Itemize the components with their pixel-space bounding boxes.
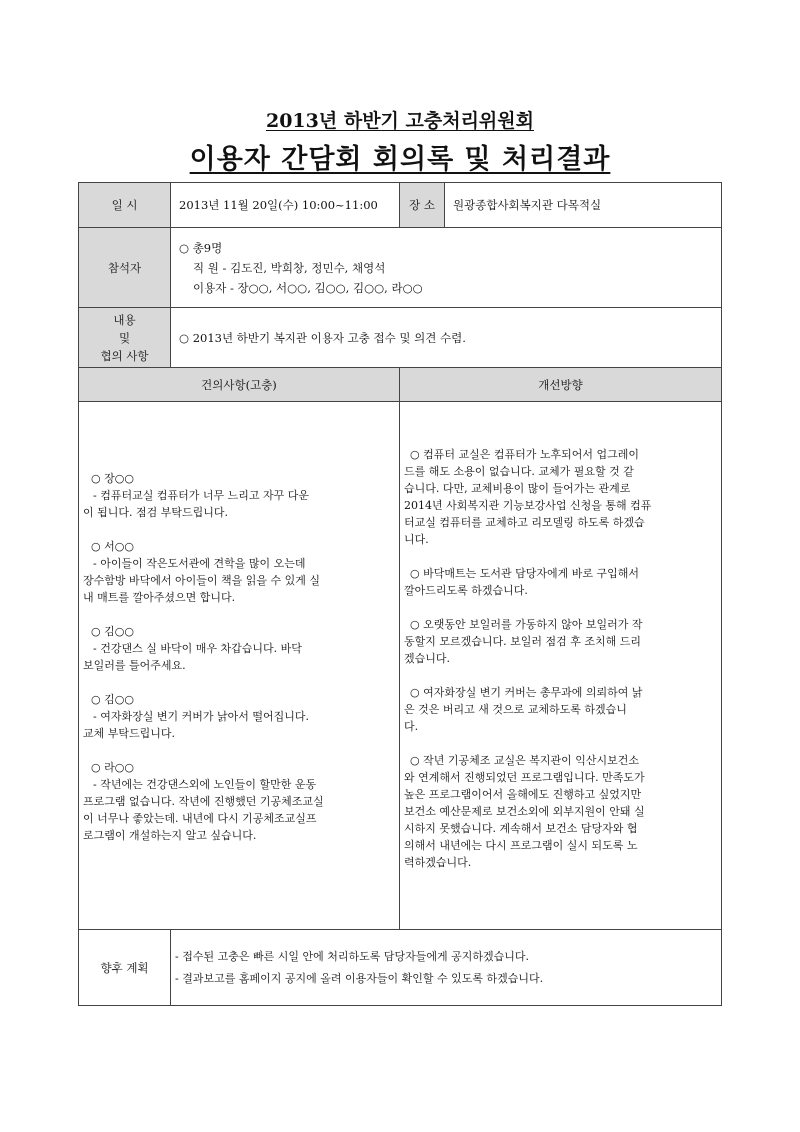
suggestion-line: 내 매트를 깔아주셨으면 합니다. xyxy=(83,591,236,604)
suggestion-item xyxy=(83,691,395,742)
suggestion-line: - 건강댄스 실 바닥이 매우 차갑습니다. 바닥 xyxy=(93,642,302,655)
future-row xyxy=(79,930,722,1006)
content-label: 내용 및 협의 사항 xyxy=(79,308,171,368)
improvement-line: 2014년 사회복지관 기능보강사업 신청을 통해 컴퓨 xyxy=(404,499,652,512)
improvement-item xyxy=(404,565,717,599)
suggestion-name: ○ 김○○ xyxy=(91,693,134,706)
suggestion-line: - 작년에는 건강댄스외에 노인들이 할만한 운동 xyxy=(93,778,317,791)
details-row xyxy=(79,402,722,930)
suggestion-line: 교체 부탁드립니다. xyxy=(83,727,176,740)
suggestion-line: - 여자화장실 변기 커버가 낡아서 떨어집니다. xyxy=(93,710,309,723)
improvement-item xyxy=(404,752,717,871)
improvement-line: 드를 해도 소용이 없습니다. 교체가 필요할 것 같 xyxy=(404,465,634,478)
improvement-line: 겠습니다. xyxy=(404,652,451,665)
improvement-line: 터교실 컴퓨터를 교체하고 리모델링 하도록 하겠습 xyxy=(404,516,645,529)
improvement-line: 습니다. 다만, 교체비용이 많이 들어가는 관계로 xyxy=(404,482,631,495)
suggestion-line: 이 됩니다. 점검 부탁드립니다. xyxy=(83,506,228,519)
attendees-staff: 직 원 - 김도진, 박희창, 정민수, 채영석 xyxy=(193,260,386,275)
improvement-line: 은 것은 버리고 새 것으로 교체하도록 하겠습니 xyxy=(404,703,627,716)
content-value: ○ 2013년 하반기 복지관 이용자 고충 접수 및 의견 수렴. xyxy=(171,308,722,368)
suggestion-line: 이 너무나 좋았는데. 내년에 다시 기공체조교실프 xyxy=(83,812,317,825)
improvements-list xyxy=(404,446,717,871)
date-label: 일 시 xyxy=(79,183,171,228)
suggestion-item xyxy=(83,538,395,606)
date-value: 2013년 11월 20일(수) 10:00~11:00 xyxy=(171,183,400,228)
future-line-2: - 결과보고를 홈페이지 공지에 올려 이용자들이 확인할 수 있도록 하겠습니다. xyxy=(175,971,544,985)
improvements-header: 개선방향 xyxy=(400,368,722,402)
minutes-table xyxy=(78,182,722,1006)
improvement-line: 높은 프로그램이어서 올해에도 진행하고 싶었지만 xyxy=(404,788,642,801)
improvement-line: 깔아드리도록 하겠습니다. xyxy=(404,584,528,597)
improvement-line: ○ 오랫동안 보일러를 가동하지 않아 보일러가 작 xyxy=(410,618,643,631)
suggestions-cell xyxy=(79,402,400,930)
suggestion-item xyxy=(83,623,395,674)
content-row xyxy=(79,308,722,368)
future-label: 향후 계획 xyxy=(79,930,171,1006)
suggestion-line: 장수함방 바닥에서 아이들이 책을 읽을 수 있게 실 xyxy=(83,574,320,587)
improvement-item xyxy=(404,616,717,667)
improvement-item xyxy=(404,684,717,735)
improvement-line: 력하겠습니다. xyxy=(404,856,472,869)
improvement-line: 의해서 내년에는 다시 프로그램이 실시 되도록 노 xyxy=(404,839,638,852)
future-value xyxy=(171,930,722,1006)
suggestion-line: 프로그램 없습니다. 작년에 진행했던 기공체조교실 xyxy=(83,795,324,808)
document-title: 2013년 하반기 고충처리위원회 xyxy=(265,110,534,132)
suggestion-name: ○ 라○○ xyxy=(91,761,134,774)
improvement-line: 보건소 예산문제로 보건소외에 외부지원이 안돼 실 xyxy=(404,805,645,818)
suggestion-name: ○ 서○○ xyxy=(91,540,134,553)
suggestions-list xyxy=(83,470,395,844)
improvement-line: ○ 컴퓨터 교실은 컴퓨터가 노후되어서 업그레이 xyxy=(410,448,639,461)
improvement-line: 다. xyxy=(404,720,419,733)
suggestion-line: 로그램이 개설하는지 알고 싶습니다. xyxy=(83,829,257,842)
suggestion-line: - 컴퓨터교실 컴퓨터가 너무 느리고 자꾸 다운 xyxy=(93,489,309,502)
suggestion-line: - 아이들이 작은도서관에 견학을 많이 오는데 xyxy=(93,557,306,570)
improvement-line: 와 연계해서 진행되었던 프로그램입니다. 만족도가 xyxy=(404,771,645,784)
attendees-label: 참석자 xyxy=(79,228,171,308)
improvement-line: ○ 작년 기공체조 교실은 복지관이 익산시보건소 xyxy=(410,754,639,767)
attendees-total: ○ 총9명 xyxy=(179,240,223,255)
suggestion-line: 보일러를 틀어주세요. xyxy=(83,659,186,672)
improvement-line: ○ 여자화장실 변기 커버는 총무과에 의뢰하여 낡 xyxy=(410,686,643,699)
suggestion-name: ○ 장○○ xyxy=(91,472,134,485)
place-value: 원광종합사회복지관 다목적실 xyxy=(445,183,722,228)
place-label: 장 소 xyxy=(400,183,445,228)
attendees-value xyxy=(171,228,722,308)
improvement-line: 시하지 못했습니다. 계속해서 보건소 담당자와 협 xyxy=(404,822,638,835)
improvement-line: 동할지 모르겠습니다. 보일러 점검 후 조치해 드리 xyxy=(404,635,641,648)
suggestion-name: ○ 김○○ xyxy=(91,625,134,638)
improvement-item xyxy=(404,446,717,548)
document-subtitle: 이용자 간담회 회의록 및 처리결과 xyxy=(189,144,611,175)
suggestion-item xyxy=(83,759,395,844)
improvement-line: 니다. xyxy=(404,533,429,546)
attendees-users: 이용자 - 장○○, 서○○, 김○○, 김○○, 라○○ xyxy=(193,280,423,295)
attendees-row xyxy=(79,228,722,308)
improvements-cell xyxy=(400,402,722,930)
date-row xyxy=(79,183,722,228)
future-line-1: - 접수된 고충은 빠른 시일 안에 처리하도록 담당자들에게 공지하겠습니다. xyxy=(175,949,529,963)
suggestion-item xyxy=(83,470,395,521)
improvement-line: ○ 바닥매트는 도서관 담당자에게 바로 구입해서 xyxy=(410,567,639,580)
columns-header-row xyxy=(79,368,722,402)
suggestions-header: 건의사항(고충) xyxy=(79,368,400,402)
